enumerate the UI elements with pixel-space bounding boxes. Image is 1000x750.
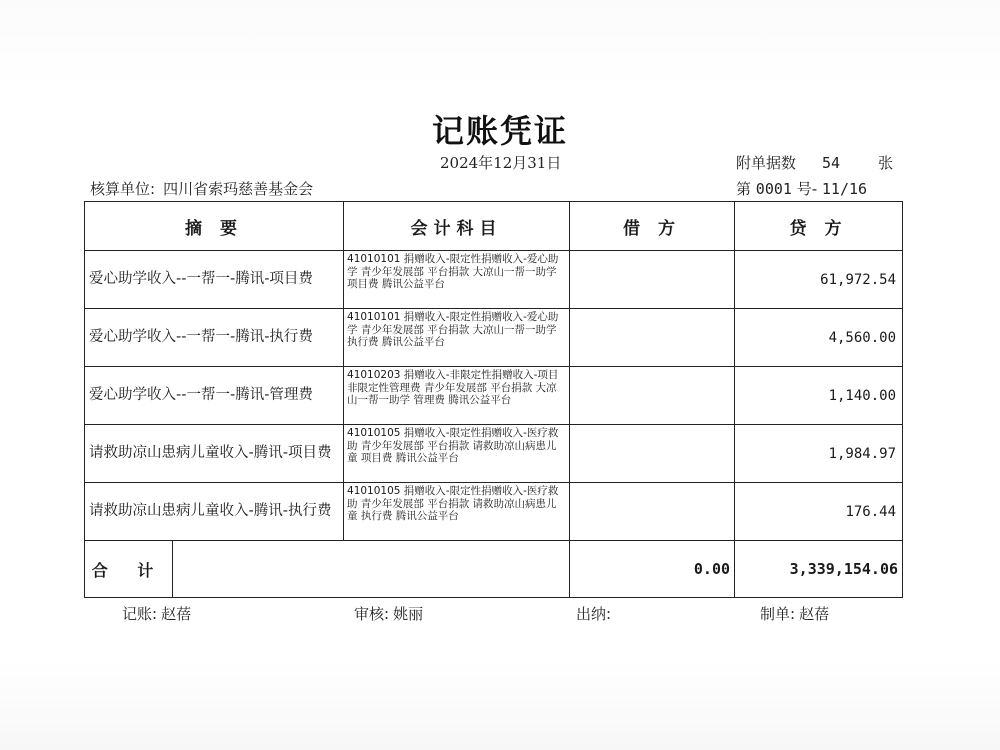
attachments-info bbox=[736, 152, 893, 173]
cashier-signature bbox=[576, 603, 615, 624]
voucher-no-prefix: 第 bbox=[736, 180, 752, 198]
row-account: 41010101 捐赠收入-限定性捐赠收入-爱心助学 青少年发展部 平台捐款 大凉山一帮一助学 执行费 腾讯公益平台 bbox=[344, 309, 570, 367]
bookkeeper-name: 赵蓓 bbox=[161, 605, 192, 623]
attachments-label: 附单据数 bbox=[736, 154, 797, 172]
table-row bbox=[85, 425, 903, 483]
bookkeeper-signature bbox=[122, 603, 191, 624]
row-credit: 4,560.00 bbox=[735, 309, 903, 367]
row-account: 41010101 捐赠收入-限定性捐赠收入-爱心助学 青少年发展部 平台捐款 大凉山一帮一助学 项目费 腾讯公益平台 bbox=[344, 251, 570, 309]
header-credit: 贷 方 bbox=[735, 202, 903, 251]
preparer-name: 赵蓓 bbox=[799, 605, 830, 623]
voucher-table bbox=[84, 201, 903, 598]
voucher-page: 11/16 bbox=[821, 180, 868, 198]
header-account: 会计科目 bbox=[344, 202, 570, 251]
row-debit bbox=[570, 251, 735, 309]
row-debit bbox=[570, 309, 735, 367]
row-account: 41010105 捐赠收入-限定性捐赠收入-医疗救助 青少年发展部 平台捐款 请救助凉山病患儿童 项目费 腾讯公益平台 bbox=[344, 425, 570, 483]
org-label: 核算单位: bbox=[90, 180, 156, 198]
voucher-date: 2024年12月31日 bbox=[440, 154, 562, 172]
attachments-unit: 张 bbox=[878, 154, 894, 172]
row-debit bbox=[570, 367, 735, 425]
bookkeeper-label: 记账: bbox=[122, 605, 158, 623]
total-empty-cell bbox=[173, 541, 570, 598]
header-debit: 借 方 bbox=[570, 202, 735, 251]
row-summary: 爱心助学收入--一帮一-腾讯-执行费 bbox=[85, 309, 344, 367]
row-credit: 61,972.54 bbox=[735, 251, 903, 309]
table-header-row bbox=[85, 202, 903, 251]
row-debit bbox=[570, 483, 735, 541]
row-account: 41010105 捐赠收入-限定性捐赠收入-医疗救助 青少年发展部 平台捐款 请救助凉山病患儿童 执行费 腾讯公益平台 bbox=[344, 483, 570, 541]
row-credit: 1,984.97 bbox=[735, 425, 903, 483]
reviewer-label: 审核: bbox=[354, 605, 390, 623]
row-account: 41010203 捐赠收入-非限定性捐赠收入-项目非限定性管理费 青少年发展部 平台捐款 大凉山一帮一助学 管理费 腾讯公益平台 bbox=[344, 367, 570, 425]
preparer-label: 制单: bbox=[760, 605, 796, 623]
table-row bbox=[85, 367, 903, 425]
preparer-signature bbox=[760, 603, 829, 624]
org-name: 四川省索玛慈善基金会 bbox=[163, 180, 314, 198]
total-row bbox=[85, 541, 903, 598]
total-credit: 3,339,154.06 bbox=[735, 541, 903, 598]
accounting-unit bbox=[90, 178, 313, 199]
row-summary: 爱心助学收入--一帮一-腾讯-项目费 bbox=[85, 251, 344, 309]
row-summary: 爱心助学收入--一帮一-腾讯-管理费 bbox=[85, 367, 344, 425]
reviewer-name: 姚丽 bbox=[393, 605, 424, 623]
table-row bbox=[85, 483, 903, 541]
row-debit bbox=[570, 425, 735, 483]
total-debit: 0.00 bbox=[570, 541, 735, 598]
header-summary: 摘 要 bbox=[85, 202, 344, 251]
voucher-no-suffix: 号- bbox=[796, 180, 818, 198]
row-credit: 176.44 bbox=[735, 483, 903, 541]
row-summary: 请救助凉山患病儿童收入-腾讯-项目费 bbox=[85, 425, 344, 483]
reviewer-signature bbox=[354, 603, 423, 624]
row-credit: 1,140.00 bbox=[735, 367, 903, 425]
voucher-no: 0001 bbox=[755, 180, 792, 198]
voucher-title: 记账凭证 bbox=[431, 112, 568, 150]
table-row bbox=[85, 251, 903, 309]
cashier-label: 出纳: bbox=[576, 605, 612, 623]
total-label: 合 计 bbox=[85, 541, 173, 598]
voucher-number bbox=[736, 178, 867, 199]
attachments-count: 54 bbox=[822, 154, 841, 172]
table-row bbox=[85, 309, 903, 367]
row-summary: 请救助凉山患病儿童收入-腾讯-执行费 bbox=[85, 483, 344, 541]
